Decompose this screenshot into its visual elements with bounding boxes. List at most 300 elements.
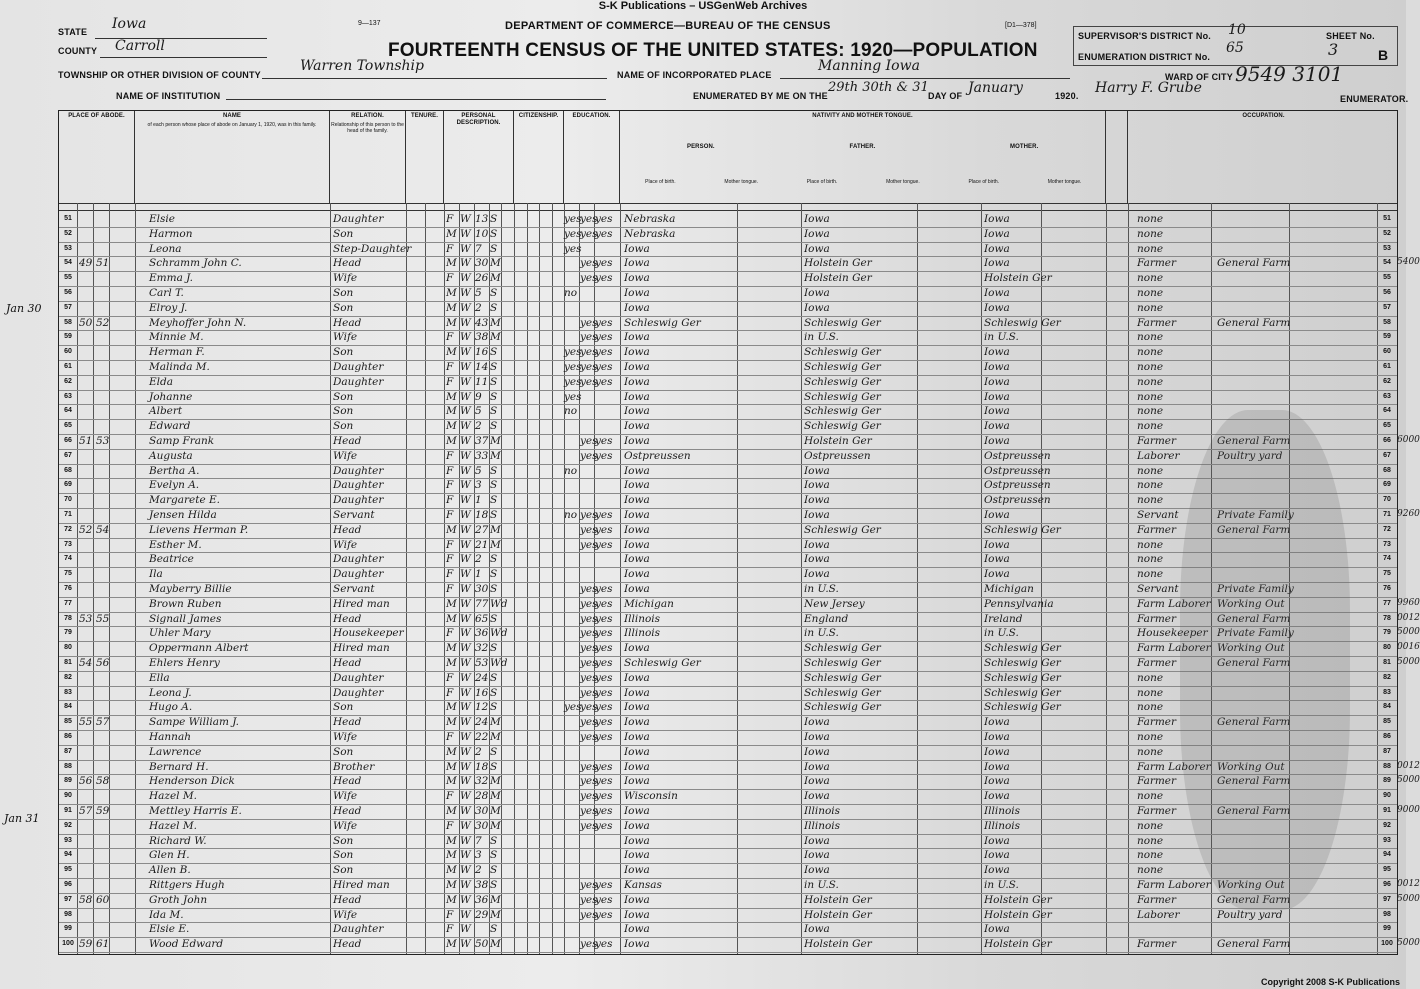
age-cell: 2 — [475, 745, 482, 758]
race-cell: W — [460, 346, 471, 359]
relation-cell: Son — [333, 420, 354, 433]
family-number-cell: 55 — [96, 612, 110, 625]
write-cell: yes — [595, 331, 613, 344]
birthplace-cell: Iowa — [624, 538, 650, 551]
father-birthplace-cell: Illinois — [804, 805, 841, 817]
age-cell: 3 — [475, 479, 482, 492]
occupation-cell: none — [1137, 538, 1164, 551]
write-cell: yes — [595, 346, 613, 359]
line-number-right: 59 — [1383, 333, 1391, 341]
read-cell: yes — [580, 642, 598, 655]
line-number: 99 — [64, 925, 72, 933]
write-cell: yes — [595, 716, 613, 729]
birthplace-cell: Iowa — [624, 745, 650, 758]
birthplace-cell: Iowa — [624, 242, 650, 255]
industry-cell: General Farm — [1217, 805, 1291, 817]
race-cell: W — [460, 316, 471, 329]
race-cell: W — [460, 908, 471, 921]
incorporated-label: NAME OF INCORPORATED PLACE — [617, 70, 772, 80]
father-birthplace-cell: Iowa — [804, 834, 830, 847]
relation-cell: Wife — [333, 272, 358, 285]
write-cell: yes — [595, 627, 613, 640]
relation-cell: Son — [333, 227, 354, 240]
age-cell: 50 — [475, 938, 489, 951]
birthplace-cell: Wisconsin — [624, 790, 678, 803]
mother-birthplace-cell: Holstein Ger — [984, 908, 1052, 921]
department-title: DEPARTMENT OF COMMERCE—BUREAU OF THE CENSUS — [505, 20, 831, 32]
marital-cell: M — [490, 805, 501, 817]
race-cell: W — [460, 390, 471, 403]
write-cell: yes — [595, 775, 613, 788]
occupation-cell: none — [1137, 494, 1164, 507]
industry-cell: Private Family — [1217, 509, 1294, 521]
line-number: 100 — [62, 940, 74, 948]
dwelling-number-cell: 54 — [79, 657, 93, 669]
relation-cell: Daughter — [333, 213, 384, 225]
age-cell: 13 — [475, 213, 489, 225]
line-number: 69 — [64, 481, 72, 489]
marital-cell: M — [490, 523, 501, 536]
race-cell: W — [460, 849, 471, 862]
line-number-right: 63 — [1383, 392, 1391, 400]
relation-cell: Servant — [333, 583, 375, 595]
line-number-right: 86 — [1383, 733, 1391, 740]
marital-cell: M — [490, 272, 501, 285]
mother-birthplace-cell: Iowa — [984, 242, 1010, 255]
name-cell: Wood Edward — [149, 938, 224, 951]
relation-cell: Son — [333, 346, 354, 359]
col-occupation — [1128, 111, 1399, 203]
sex-cell: M — [446, 346, 457, 359]
line-number: 97 — [64, 895, 72, 903]
birthplace-cell: Iowa — [624, 464, 650, 477]
father-birthplace-cell: Schleswig Ger — [804, 346, 881, 359]
line-number: 66 — [64, 437, 72, 444]
line-number-right: 51 — [1383, 215, 1391, 222]
dwelling-number-cell: 58 — [79, 893, 93, 906]
line-number-right: 96 — [1383, 881, 1391, 888]
group-father: FATHER. — [849, 144, 876, 150]
copyright-notice: Copyright 2008 S-K Publications — [1260, 977, 1400, 987]
line-number: 84 — [64, 703, 72, 711]
name-cell: Elsie — [149, 213, 175, 225]
line-number-right: 94 — [1383, 851, 1391, 859]
marital-cell: S — [490, 671, 498, 684]
relation-cell: Head — [333, 257, 362, 270]
incorporated-line — [780, 78, 1070, 79]
birthplace-cell: Iowa — [624, 568, 650, 581]
occupation-cell: none — [1137, 361, 1164, 373]
marital-cell: M — [490, 257, 501, 270]
relation-cell: Servant — [333, 509, 375, 521]
line-number-right: 61 — [1383, 363, 1391, 370]
marital-cell: S — [490, 420, 498, 433]
group-tenure: TENURE. — [410, 113, 439, 119]
person-tongue-header: Mother tongue. — [724, 179, 759, 185]
occupation-code-cell: 5000 — [1397, 775, 1420, 786]
relation-cell: Daughter — [333, 923, 384, 936]
father-birthplace-cell: Schleswig Ger — [804, 361, 881, 373]
marital-cell: S — [490, 923, 498, 936]
dwelling-number-cell: 51 — [79, 435, 93, 447]
supervisor-label: SUPERVISOR'S DISTRICT No. — [1078, 31, 1211, 41]
birthplace-cell: Iowa — [624, 642, 650, 655]
state-value: Iowa — [112, 16, 147, 32]
line-number-right: 76 — [1383, 585, 1391, 592]
occupation-cell: none — [1137, 375, 1164, 388]
birthplace-cell: Iowa — [624, 938, 650, 951]
occupation-cell: none — [1137, 346, 1164, 359]
birthplace-cell: Iowa — [624, 760, 650, 773]
sheet-label: SHEET No. — [1326, 31, 1375, 41]
line-number: 52 — [64, 229, 72, 237]
sex-cell: M — [446, 435, 457, 447]
name-cell: Albert — [149, 405, 183, 418]
name-cell: Samp Frank — [149, 435, 215, 447]
group-education: EDUCATION. — [572, 113, 611, 119]
birthplace-cell: Iowa — [624, 819, 650, 832]
father-birthplace-cell: in U.S. — [804, 627, 839, 640]
race-cell: W — [460, 287, 471, 299]
read-cell: yes — [580, 272, 598, 285]
read-cell: yes — [580, 908, 598, 921]
relation-cell: Housekeeper — [333, 627, 404, 640]
name-cell: Ida M. — [149, 908, 184, 921]
birthplace-cell: Iowa — [624, 701, 650, 714]
occupation-cell: none — [1137, 301, 1164, 314]
father-birthplace-cell: Ostpreussen — [804, 449, 871, 462]
county-label: COUNTY — [58, 46, 98, 56]
occupation-code-cell: 5000 — [1397, 657, 1420, 667]
father-birthplace-cell: Schleswig Ger — [804, 316, 881, 329]
industry-cell: General Farm — [1217, 523, 1291, 536]
line-number: 91 — [64, 807, 72, 814]
name-cell: Ella — [149, 671, 170, 684]
name-cell: Edward — [149, 420, 191, 433]
name-cell: Richard W. — [149, 834, 207, 847]
read-cell: yes — [580, 657, 598, 669]
race-cell: W — [460, 627, 471, 640]
line-number: 86 — [64, 733, 72, 740]
row-rule — [59, 286, 1397, 287]
birthplace-cell: Iowa — [624, 775, 650, 788]
name-cell: Bertha A. — [149, 464, 200, 477]
relation-cell: Daughter — [333, 479, 384, 492]
marital-cell: S — [490, 375, 498, 388]
relation-cell: Head — [333, 775, 362, 788]
mother-birthplace-cell: Iowa — [984, 509, 1010, 521]
read-cell: yes — [580, 257, 598, 270]
occupation-cell: Farmer — [1137, 775, 1177, 788]
relation-cell: Wife — [333, 538, 358, 551]
name-cell: Jensen Hilda — [149, 509, 217, 521]
age-cell: 26 — [475, 272, 489, 285]
line-number-right: 87 — [1383, 747, 1391, 755]
relation-cell: Daughter — [333, 671, 384, 684]
occupation-cell: none — [1137, 287, 1164, 299]
age-cell: 24 — [475, 716, 489, 729]
line-number: 75 — [64, 570, 72, 578]
occupation-cell: none — [1137, 568, 1164, 581]
write-cell: yes — [595, 731, 613, 743]
mother-birthplace-cell: Holstein Ger — [984, 893, 1052, 906]
sex-cell: F — [446, 464, 454, 477]
school-cell: yes — [564, 213, 582, 225]
relation-cell: Head — [333, 612, 362, 625]
line-number: 67 — [64, 451, 72, 459]
marital-cell: S — [490, 346, 498, 359]
age-cell: 28 — [475, 790, 489, 803]
paper-shading — [1180, 410, 1350, 910]
line-number-right: 65 — [1383, 422, 1391, 430]
sex-cell: F — [446, 479, 454, 492]
line-number-right: 93 — [1383, 836, 1391, 844]
mother-birthplace-cell: Schleswig Ger — [984, 686, 1061, 699]
relation-cell: Head — [333, 716, 362, 729]
father-birthplace-cell: Schleswig Ger — [804, 657, 881, 669]
race-cell: W — [460, 864, 471, 877]
marital-cell: S — [490, 568, 498, 581]
write-cell: yes — [595, 449, 613, 462]
name-cell: Meyhoffer John N. — [149, 316, 247, 329]
age-cell: 5 — [475, 287, 482, 299]
name-cell: Minnie M. — [149, 331, 204, 344]
birthplace-cell: Iowa — [624, 346, 650, 359]
sex-cell: M — [446, 938, 457, 951]
mother-birthplace-cell: Iowa — [984, 790, 1010, 803]
industry-cell: General Farm — [1217, 716, 1291, 729]
line-number: 76 — [64, 585, 72, 592]
relation-cell: Brother — [333, 760, 375, 773]
line-number: 59 — [64, 333, 72, 341]
name-cell: Hannah — [149, 731, 191, 743]
birthplace-cell: Iowa — [624, 331, 650, 344]
line-number: 60 — [64, 348, 72, 356]
mother-birthplace-header: Place of birth. — [968, 179, 1000, 185]
read-cell: yes — [580, 805, 598, 817]
line-number: 58 — [64, 318, 72, 326]
birthplace-cell: Iowa — [624, 390, 650, 403]
relation-cell: Son — [333, 405, 354, 418]
race-cell: W — [460, 509, 471, 521]
father-birthplace-cell: Iowa — [804, 494, 830, 507]
birthplace-cell: Kansas — [624, 879, 662, 891]
line-number-right: 72 — [1383, 525, 1391, 533]
race-cell: W — [460, 805, 471, 817]
sex-cell: F — [446, 331, 454, 344]
mother-birthplace-cell: Iowa — [984, 834, 1010, 847]
father-birthplace-cell: Holstein Ger — [804, 272, 872, 285]
occupation-cell: none — [1137, 745, 1164, 758]
mother-birthplace-cell: Iowa — [984, 716, 1010, 729]
name-cell: Elda — [149, 375, 174, 388]
age-cell: 7 — [475, 834, 482, 847]
father-birthplace-cell: Iowa — [804, 301, 830, 314]
relation-cell: Head — [333, 893, 362, 906]
occupation-cell: none — [1137, 686, 1164, 699]
write-cell: yes — [595, 908, 613, 921]
father-birthplace-cell: Illinois — [804, 819, 841, 832]
line-number: 64 — [64, 407, 72, 415]
relation-cell: Wife — [333, 908, 358, 921]
race-cell: W — [460, 657, 471, 669]
month-value: January — [968, 80, 1023, 96]
sex-cell: F — [446, 686, 454, 699]
relation-cell: Son — [333, 390, 354, 403]
mother-birthplace-cell: Holstein Ger — [984, 938, 1052, 951]
sex-cell: M — [446, 642, 457, 655]
line-number-right: 55 — [1383, 274, 1391, 282]
enumerated-days: 29th 30th & 31 — [828, 80, 929, 95]
race-cell: W — [460, 893, 471, 906]
line-number-right: 60 — [1383, 348, 1391, 356]
race-cell: W — [460, 790, 471, 803]
occupation-cell: none — [1137, 834, 1164, 847]
school-cell: no — [564, 287, 578, 299]
line-number: 98 — [64, 910, 72, 918]
mother-birthplace-cell: Iowa — [984, 301, 1010, 314]
township-value: Warren Township — [300, 58, 424, 74]
mother-birthplace-cell: Ostpreussen — [984, 494, 1051, 507]
line-number: 80 — [64, 644, 72, 652]
school-cell: yes — [564, 227, 582, 240]
sex-cell: M — [446, 775, 457, 788]
name-cell: Evelyn A. — [149, 479, 200, 492]
institution-label: NAME OF INSTITUTION — [116, 91, 221, 101]
birthplace-cell: Iowa — [624, 731, 650, 743]
relation-cell: Son — [333, 287, 354, 299]
sex-cell: M — [446, 612, 457, 625]
row-rule — [59, 227, 1397, 228]
mother-birthplace-cell: Holstein Ger — [984, 272, 1052, 285]
industry-cell: General Farm — [1217, 938, 1291, 951]
mother-birthplace-cell: Ostpreussen — [984, 449, 1051, 462]
relation-cell: Son — [333, 864, 354, 877]
race-cell: W — [460, 213, 471, 225]
row-rule — [59, 390, 1397, 391]
birthplace-cell: Iowa — [624, 523, 650, 536]
birthplace-cell: Nebraska — [624, 227, 676, 240]
write-cell: yes — [595, 701, 613, 714]
age-cell: 16 — [475, 346, 489, 359]
birthplace-cell: Iowa — [624, 257, 650, 270]
name-cell: Bernard H. — [149, 760, 209, 773]
birthplace-cell: Iowa — [624, 805, 650, 817]
read-cell: yes — [580, 538, 598, 551]
industry-cell: General Farm — [1217, 657, 1291, 669]
marital-cell: S — [490, 227, 498, 240]
race-cell: W — [460, 361, 471, 373]
row-rule — [59, 316, 1397, 317]
enumeration-value: 65 — [1226, 40, 1244, 56]
father-birthplace-cell: Holstein Ger — [804, 893, 872, 906]
birthplace-cell: Nebraska — [624, 213, 676, 225]
marital-cell: S — [490, 642, 498, 655]
read-cell: yes — [580, 449, 598, 462]
name-cell: Hazel M. — [149, 819, 197, 832]
occupation-cell: Farmer — [1137, 435, 1177, 447]
marital-cell: S — [490, 213, 498, 225]
sex-cell: F — [446, 553, 454, 566]
occupation-code-cell: 6000 — [1397, 435, 1420, 445]
birthplace-cell: Iowa — [624, 405, 650, 418]
person-birthplace-header: Place of birth. — [645, 179, 676, 185]
dwelling-number-cell: 49 — [79, 257, 93, 270]
age-cell: 33 — [475, 449, 489, 462]
row-rule — [59, 908, 1397, 909]
mother-birthplace-cell: Iowa — [984, 745, 1010, 758]
occupation-code-cell: 5000 — [1397, 938, 1420, 949]
line-number: 74 — [64, 555, 72, 563]
line-number: 82 — [64, 673, 72, 681]
line-number-right: 71 — [1383, 511, 1391, 518]
line-number-right: 58 — [1383, 318, 1391, 326]
name-cell: Emma J. — [149, 272, 193, 285]
family-number-cell: 56 — [96, 657, 110, 669]
race-cell: W — [460, 686, 471, 699]
line-number-right: 67 — [1383, 451, 1391, 459]
mother-birthplace-cell: Iowa — [984, 405, 1010, 418]
state-label: STATE — [58, 27, 88, 37]
enumerator-name: Harry F. Grube — [1095, 80, 1202, 96]
col-place-of-abode — [59, 111, 135, 203]
line-number-right: 89 — [1383, 777, 1391, 785]
occupation-cell: none — [1137, 227, 1164, 240]
relation-cell: Head — [333, 805, 362, 817]
marital-cell: S — [490, 612, 498, 625]
name-cell: Mayberry Billie — [149, 583, 232, 595]
occupation-cell: Servant — [1137, 583, 1179, 595]
dwelling-number-cell: 53 — [79, 612, 93, 625]
mother-birthplace-cell: Schleswig Ger — [984, 316, 1061, 329]
age-cell: 2 — [475, 553, 482, 566]
sex-cell: F — [446, 790, 454, 803]
occupation-cell: Farm Laborer — [1137, 879, 1211, 891]
mother-birthplace-cell: Schleswig Ger — [984, 701, 1061, 714]
line-number: 77 — [64, 599, 72, 607]
row-rule — [59, 301, 1397, 302]
family-number-cell: 57 — [96, 716, 110, 729]
sex-cell: M — [446, 390, 457, 403]
sex-cell: M — [446, 864, 457, 877]
father-tongue-header: Mother tongue. — [886, 179, 920, 185]
row-rule — [59, 360, 1397, 361]
sex-cell: F — [446, 731, 454, 743]
row-rule — [59, 256, 1397, 257]
age-cell: 9 — [475, 390, 482, 403]
birthplace-cell: Iowa — [624, 849, 650, 862]
marital-cell: S — [490, 583, 498, 595]
age-cell: 65 — [475, 612, 489, 625]
occupation-cell: Farmer — [1137, 316, 1177, 329]
marital-cell: S — [490, 849, 498, 862]
occupation-cell: Farmer — [1137, 257, 1177, 270]
sheet-value: 3 — [1328, 40, 1339, 59]
age-cell: 7 — [475, 242, 482, 255]
marital-cell: S — [490, 879, 498, 891]
line-number-right: 91 — [1383, 807, 1391, 814]
father-birthplace-cell: Iowa — [804, 227, 830, 240]
write-cell: yes — [595, 583, 613, 595]
occupation-cell: none — [1137, 242, 1164, 255]
birthplace-cell: Iowa — [624, 893, 650, 906]
age-cell: 36 — [475, 893, 489, 906]
father-birthplace-cell: New Jersey — [804, 597, 865, 610]
father-birthplace-cell: Iowa — [804, 568, 830, 581]
relation-cell: Wife — [333, 731, 358, 743]
form-number: 9—137 — [358, 20, 381, 27]
age-cell: 14 — [475, 361, 489, 373]
